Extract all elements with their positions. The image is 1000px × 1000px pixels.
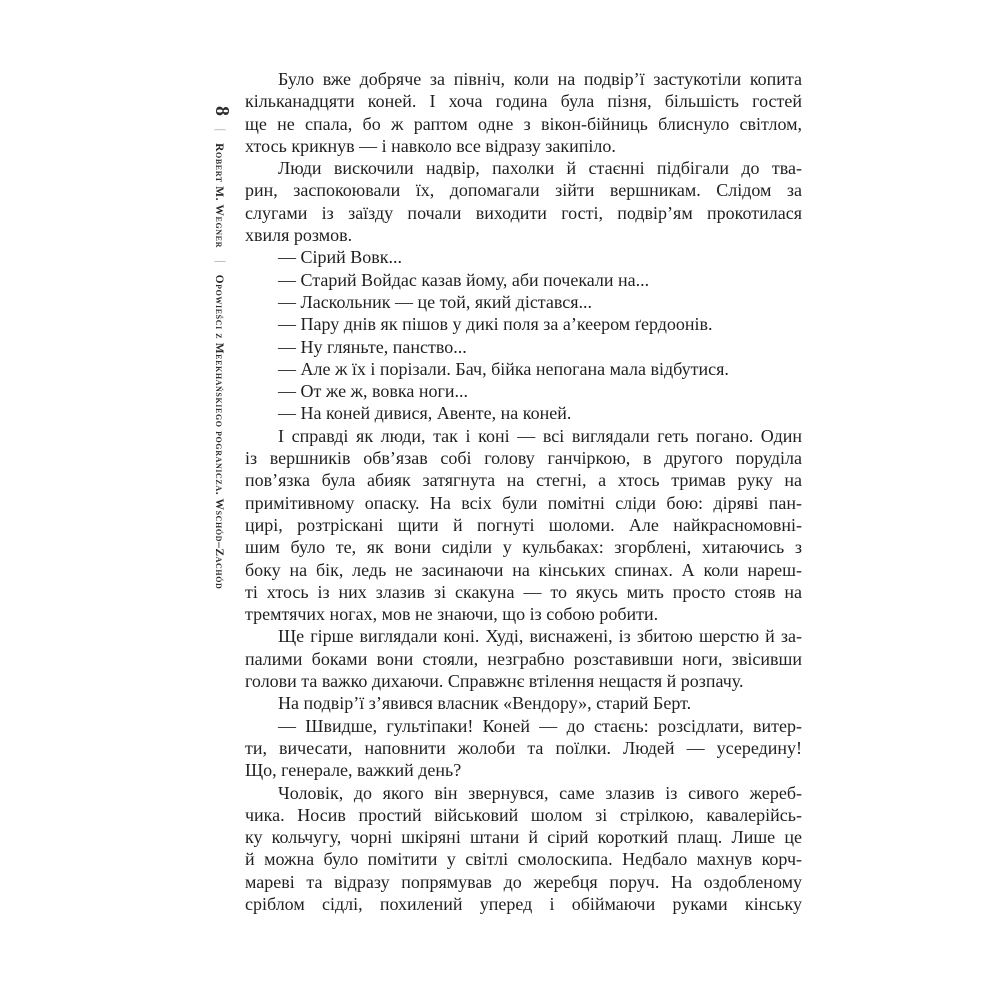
paragraph: [245, 336, 802, 358]
paragraph: [245, 625, 802, 692]
text-line: Ще гірше виглядали коні. Худі, виснажені, із збитою шерстю й за-: [278, 626, 802, 647]
text-line: сріблом сідлі, похилений уперед і обіймаючи руками кінську: [245, 893, 802, 914]
text-line: — Але ж їх і порізали. Бач, бійка непогана мала відбутися.: [278, 358, 729, 379]
paragraph: [245, 380, 802, 402]
text-line: пов’язка була абияк затягнута на стегні, а хтось тримав руку на: [245, 470, 802, 491]
text-line: Чоловік, до якого він звернувся, саме злазив із сивого жереб-: [278, 782, 802, 803]
page-number: 8: [211, 106, 233, 117]
text-line: — Старий Войдас казав йому, аби почекали на...: [278, 269, 650, 290]
text-line: чика. Носив простий військовий шолом зі стрілкою, кавалерійсь-: [245, 804, 802, 825]
text-line: Було вже добряче за північ, коли на подвір’ї застукотіли копита: [278, 69, 802, 89]
text-column: [245, 68, 802, 915]
text-line: із вершників обв’язав собі голову ганчіркою, в другого поруділа: [245, 448, 802, 469]
text-line: слугами із заїзду почали виходити гості, подвір’ям прокотилася: [245, 202, 802, 223]
text-line: хвиля розмов.: [245, 225, 353, 246]
text-line: — От же ж, вовка ноги...: [278, 381, 468, 402]
paragraph: [245, 358, 802, 380]
text-line: палими боками вони стояли, незграбно розставивши ноги, звісивши: [245, 648, 802, 669]
caption-separator: |: [214, 259, 229, 263]
running-book-title: Opowieści z Meekhańskiego pogranicza. Wschód–Zachód: [213, 274, 225, 590]
text-line: — Пару днів як пішов у дикі поля за а’кеером ґердоонів.: [278, 314, 713, 335]
paragraph: [245, 692, 802, 714]
paragraph: [245, 425, 802, 626]
paragraph: [245, 157, 802, 246]
text-line: ти, вичесати, наповнити жолоби та поїлки. Людей — усередину!: [245, 737, 802, 758]
text-line: тремтячих ногах, мов не знаючи, що із собою робити.: [245, 604, 659, 625]
text-line: боку на бік, ледь не засинаючи на кінських спинах. А коли нареш-: [245, 559, 802, 580]
text-line: й можна було помітити у світлі смолоскипа. Недбало махнув корч-: [245, 849, 802, 870]
text-line: — На коней дивися, Авенте, на коней.: [278, 403, 572, 424]
text-line: ще не спала, бо ж раптом одне з вікон-бійниць блиснуло світлом,: [245, 113, 802, 134]
text-line: Що, генерале, важкий день?: [245, 760, 462, 781]
text-line: хтось крикнув — і навколо все відразу закипіло.: [245, 135, 616, 156]
paragraph: [245, 402, 802, 424]
text-line: І справді як люди, так і коні — всі виглядали геть погано. Один: [278, 425, 802, 446]
text-line: ку кольчугу, чорні шкіряні штани й сірий короткий плащ. Лише це: [245, 827, 802, 848]
margin-running-caption: [210, 106, 233, 589]
caption-separator: |: [214, 128, 229, 132]
text-line: — Ласкольник — це той, який дістався...: [278, 291, 593, 312]
paragraph: [245, 269, 802, 291]
paragraph: [245, 715, 802, 782]
text-line: голови та важко дихаючи. Справжнє втілення нещастя й розпачу.: [245, 671, 744, 692]
text-line: Люди вискочили надвір, пахолки й стаєнні підбігали до тва-: [278, 158, 802, 179]
paragraph: [245, 782, 802, 916]
text-line: шим було те, як вони сиділи у кульбаках: згорблені, хитаючись з: [245, 537, 802, 558]
text-line: примітивному опаску. На всіх були помітні сліди бою: діряві пан-: [245, 492, 802, 513]
text-line: цирі, розтріскані щити й погнуті шоломи. Але найкрасномовні-: [245, 514, 802, 535]
paragraph: [245, 246, 802, 268]
paragraph: [245, 68, 802, 157]
text-line: мареві та відразу попрямував до жеребця поруч. На оздобленому: [245, 871, 802, 892]
running-author: Robert M. Wegner: [213, 143, 225, 248]
text-line: — Сірий Вовк...: [278, 247, 403, 268]
text-line: кільканадцяти коней. І хоча година була пізня, більшість гостей: [245, 91, 802, 112]
text-line: рин, заспокоювали їх, допомагали зійти вершникам. Слідом за: [245, 180, 802, 201]
text-line: — Ну гляньте, панство...: [278, 336, 467, 357]
text-line: ті хтось із них злазив зі скакуна — то якусь мить просто стояв на: [245, 581, 802, 602]
paragraph: [245, 313, 802, 335]
text-line: — Швидше, гультіпаки! Коней — до стаєнь: розсідлати, витер-: [278, 715, 802, 736]
text-line: На подвір’ї з’явився власник «Вендору», старий Берт.: [278, 693, 692, 714]
paragraph: [245, 291, 802, 313]
